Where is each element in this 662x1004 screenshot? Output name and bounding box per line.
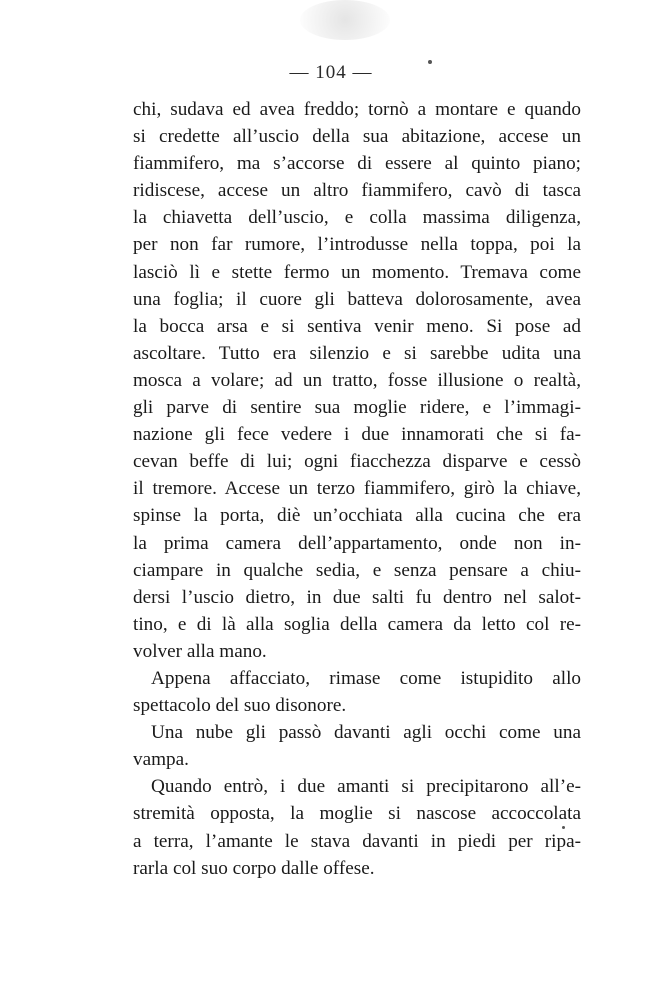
text-line: la prima camera dell’appartamento, onde non in- bbox=[133, 532, 581, 554]
text-line: per non far rumore, l’introdusse nella toppa, poi la bbox=[133, 234, 581, 256]
text-line: la bocca arsa e si sentiva venir meno. Si pose ad bbox=[133, 315, 581, 337]
text-line: gli parve di sentire sua moglie ridere, e l’immagi- bbox=[133, 397, 581, 419]
text-line: dersi l’uscio dietro, in due salti fu dentro nel salot- bbox=[133, 586, 581, 608]
text-line: rarla col suo corpo dalle offese. bbox=[133, 857, 375, 879]
text-line: ciampare in qualche sedia, e senza pensare a chiu- bbox=[133, 559, 581, 581]
text-line: tino, e di là alla soglia della camera da letto col re- bbox=[133, 613, 581, 635]
text-line: Quando entrò, i due amanti si precipitarono all’e- bbox=[151, 776, 581, 798]
text-line: mosca a volare; ad un tratto, fosse illusione o realtà, bbox=[133, 369, 581, 391]
text-line: cevan beffe di lui; ogni fiacchezza disparve e cessò bbox=[133, 451, 581, 473]
text-line: volver alla mano. bbox=[133, 640, 267, 662]
text-line: lasciò lì e stette fermo un momento. Tremava come bbox=[133, 261, 581, 283]
text-line: ridiscese, accese un altro fiammifero, cavò di tasca bbox=[133, 180, 581, 202]
page-number: — 104 — bbox=[289, 62, 373, 83]
text-line: spettacolo del suo disonore. bbox=[133, 695, 347, 717]
text-line: ascoltare. Tutto era silenzio e si sarebbe udita una bbox=[133, 342, 581, 364]
text-line: Appena affacciato, rimase come istupidito allo bbox=[151, 667, 581, 689]
paper-stain bbox=[300, 0, 390, 40]
text-line: chi, sudava ed avea freddo; tornò a montare e quando bbox=[133, 99, 581, 120]
text-line: una foglia; il cuore gli batteva dolorosamente, avea bbox=[133, 288, 581, 310]
text-line: si credette all’uscio della sua abitazione, accese un bbox=[133, 126, 581, 148]
text-line: vampa. bbox=[133, 749, 189, 771]
text-line: a terra, l’amante le stava davanti in piedi per ripa- bbox=[133, 830, 581, 852]
text-line: stremità opposta, la moglie si nascose accoccolata bbox=[133, 803, 581, 825]
text-line: fiammifero, ma s’accorse di essere al quinto piano; bbox=[133, 153, 581, 175]
text-line: spinse la porta, diè un’occhiata alla cucina che era bbox=[133, 505, 581, 527]
body-text bbox=[133, 96, 581, 882]
text-line: il tremore. Accese un terzo fiammifero, girò la chiave, bbox=[133, 478, 581, 500]
text-line: la chiavetta dell’uscio, e colla massima diligenza, bbox=[133, 207, 581, 229]
text-line: nazione gli fece vedere i due innamorati che si fa- bbox=[133, 424, 581, 446]
text-line: Una nube gli passò davanti agli occhi come una bbox=[151, 722, 581, 744]
